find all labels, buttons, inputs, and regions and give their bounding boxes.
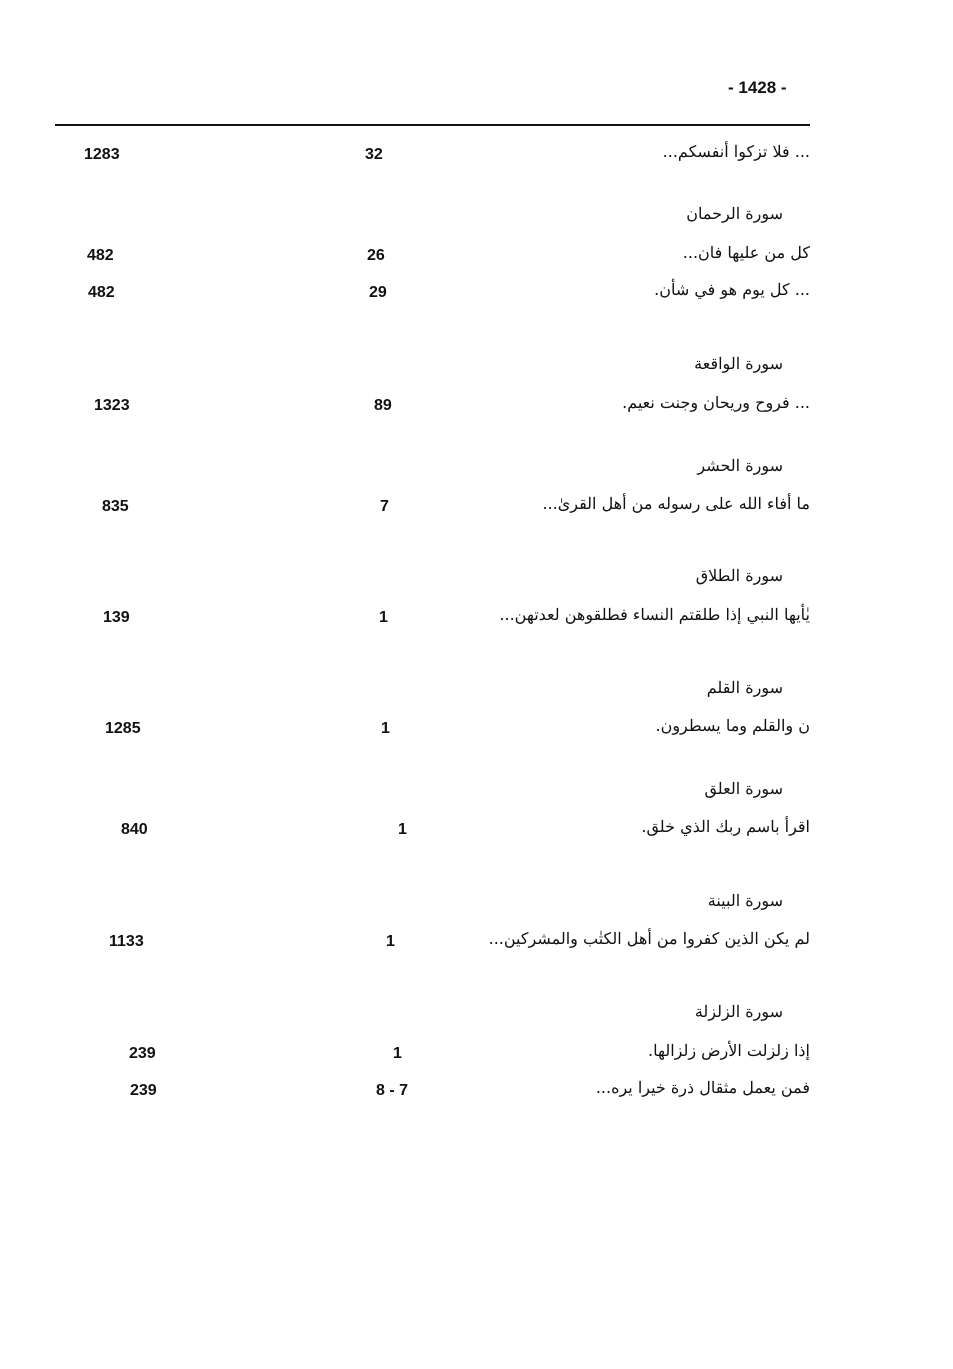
surah-heading <box>0 566 953 596</box>
page-reference: 482 <box>87 247 114 264</box>
page-reference: 840 <box>121 821 148 838</box>
verse-text: يٰأيها النبي إذا طلقتم النساء فطلقوهن لعدتهن... <box>499 605 810 624</box>
surah-heading <box>0 1002 953 1032</box>
ayah-number: 1 <box>381 720 390 737</box>
surah-heading <box>0 456 953 486</box>
index-row <box>0 929 953 959</box>
verse-text: إذا زلزلت الأرض زلزالها. <box>647 1041 810 1060</box>
index-row <box>0 716 953 746</box>
surah-heading <box>0 204 953 234</box>
verse-text: ن والقلم وما يسطرون. <box>655 716 810 735</box>
index-row <box>0 280 953 310</box>
page-reference: 482 <box>88 284 115 301</box>
verse-text: اقرأ باسم ربك الذي خلق. <box>641 817 810 836</box>
index-row <box>0 243 953 273</box>
surah-title: سورة الواقعة <box>694 354 783 373</box>
page-reference: 835 <box>102 498 129 515</box>
verse-text: فمن يعمل مثقال ذرة خيرا يره... <box>595 1078 810 1097</box>
page-reference: 1323 <box>94 397 130 414</box>
ayah-number: 7 <box>380 498 389 515</box>
index-row <box>0 817 953 847</box>
ayah-number: 29 <box>369 284 387 301</box>
verse-text: ... كل يوم هو في شأن. <box>654 280 810 299</box>
page-reference: 239 <box>129 1045 156 1062</box>
page-reference: 1285 <box>105 720 141 737</box>
page-number: - 1428 - <box>728 78 787 97</box>
surah-title: سورة البينة <box>707 891 783 910</box>
index-row <box>0 1078 953 1108</box>
page-reference: 1283 <box>84 146 120 163</box>
ayah-number: 8 - 7 <box>376 1082 409 1099</box>
index-row <box>0 393 953 423</box>
index-row <box>0 494 953 524</box>
ayah-number: 1 <box>393 1045 402 1062</box>
surah-title: سورة الحشر <box>697 456 783 475</box>
verse-text: كل من عليها فان... <box>682 243 810 262</box>
surah-title: سورة العلق <box>704 779 783 798</box>
page-reference: 239 <box>130 1082 157 1099</box>
surah-heading <box>0 891 953 921</box>
surah-heading <box>0 779 953 809</box>
surah-title: سورة الرحمان <box>686 204 783 223</box>
ayah-number: 1 <box>386 933 395 950</box>
verse-text: ... فروح وريحان وجنت نعيم. <box>622 393 810 412</box>
index-row <box>0 1041 953 1071</box>
verse-text: ... فلا تزكوا أنفسكم... <box>662 142 810 161</box>
surah-heading <box>0 678 953 708</box>
ayah-number: 1 <box>379 609 388 626</box>
verse-text: ما أفاء الله على رسوله من أهل القرىٰ... <box>542 494 810 513</box>
ayah-number: 1 <box>398 821 407 838</box>
ayah-number: 89 <box>374 397 392 414</box>
index-row <box>0 605 953 635</box>
ayah-number: 32 <box>365 146 383 163</box>
surah-heading <box>0 354 953 384</box>
surah-title: سورة الزلزلة <box>694 1002 783 1021</box>
surah-title: سورة القلم <box>706 678 783 697</box>
verse-text: لم يكن الذين كفروا من أهل الكتٰب والمشركين... <box>488 929 810 948</box>
index-row <box>0 142 953 172</box>
surah-title: سورة الطلاق <box>695 566 783 585</box>
header-rule <box>55 124 810 126</box>
page-reference: 139 <box>103 609 130 626</box>
page-reference: 1133 <box>109 933 144 950</box>
ayah-number: 26 <box>367 247 385 264</box>
